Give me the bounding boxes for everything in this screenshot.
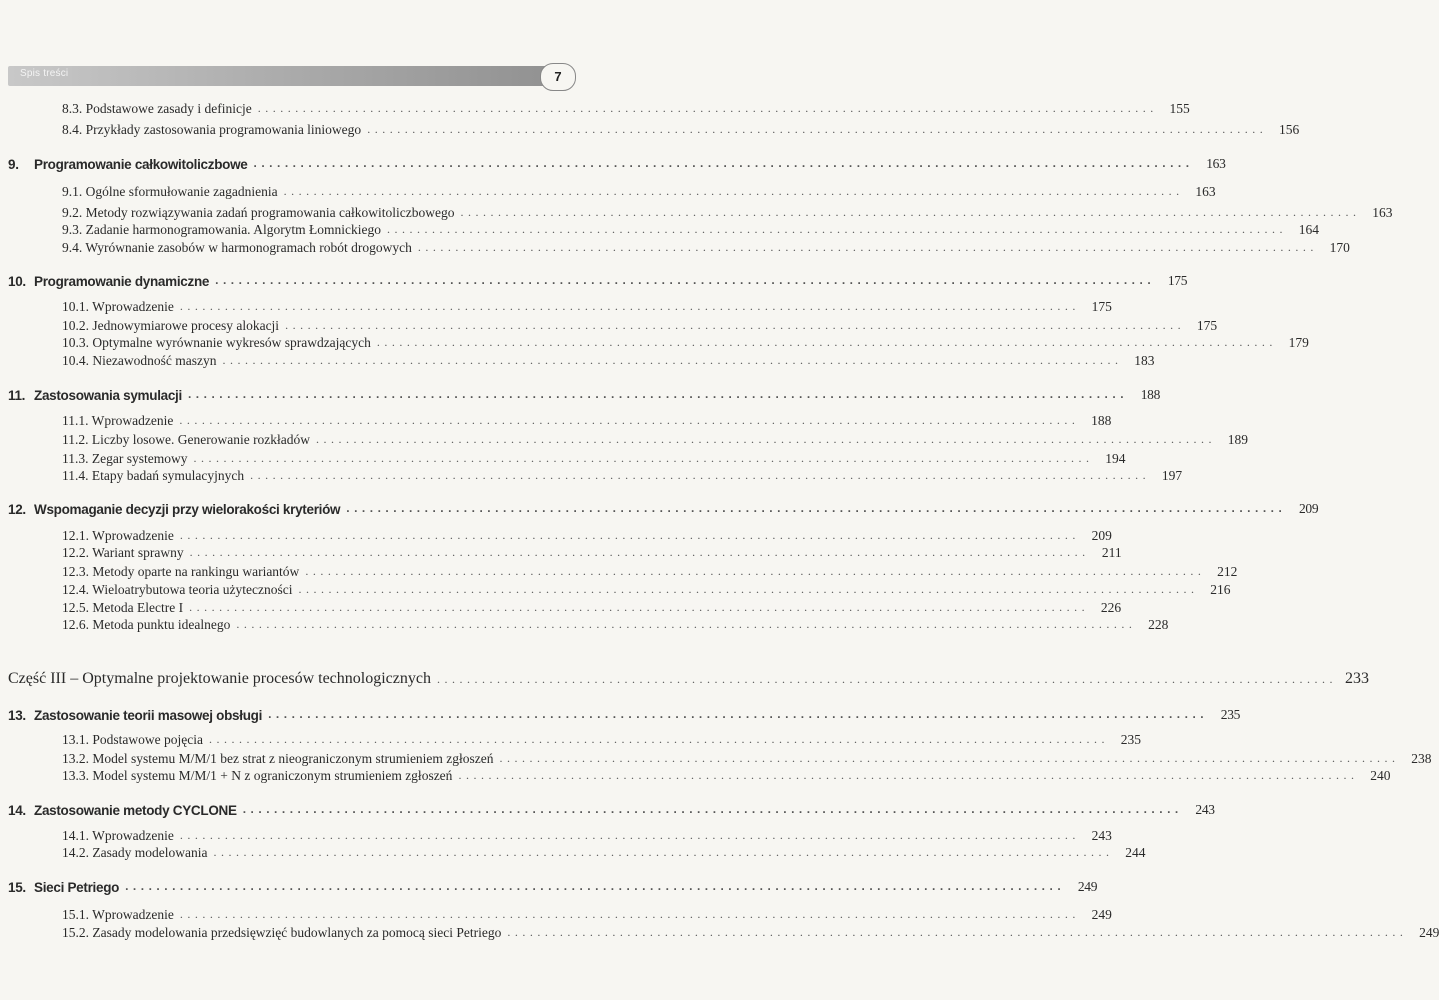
toc-entry-title: 11.3. Zegar systemowy — [62, 451, 188, 466]
toc-page-number: 183 — [1134, 353, 1155, 368]
toc-entry-title: 11.2. Liczby losowe. Generowanie rozkładów — [62, 432, 311, 447]
page-number-badge: 7 — [540, 63, 576, 91]
toc-entry-title: 10.3. Optymalne wyrównanie wykresów sprawdzających — [62, 335, 371, 350]
toc-section-row — [62, 826, 1112, 844]
toc-page-number: 244 — [1125, 845, 1146, 860]
toc-leader-dots: ........................................................................................................................ — [189, 545, 1090, 559]
toc-section-row — [62, 99, 1190, 117]
toc-page-number: 175 — [1196, 318, 1218, 333]
toc-section-row — [62, 580, 1231, 598]
toc-entry-title: 9.3. Zadanie harmonogramowania. Algorytm Łomnickiego — [62, 222, 382, 237]
toc-leader-dots: ........................................................................................................................ — [187, 387, 1129, 401]
toc-section-row — [62, 615, 1169, 633]
toc-entry-title: 9.1. Ogólne sformułowanie zagadnienia — [62, 184, 278, 199]
toc-entry-title: 12.6. Metoda punktu idealnego — [62, 617, 231, 632]
toc-page-number: 240 — [1370, 768, 1391, 783]
toc-entry-title: 12.5. Metoda Electre I — [62, 600, 184, 615]
toc-page-number: 212 — [1217, 564, 1238, 579]
toc-leader-dots: ........................................................................................................................ — [250, 468, 1151, 482]
toc-leader-dots: ........................................................................................................................ — [193, 451, 1094, 465]
header-bar — [8, 66, 568, 86]
toc-chapter-row — [8, 271, 1188, 289]
toc-page-number: 249 — [1077, 879, 1098, 894]
toc-section-row — [62, 766, 1391, 784]
toc-page-number: 188 — [1140, 387, 1161, 402]
toc-entry-title: 13.2. Model systemu M/M/1 bez strat z nieograniczonym strumieniem zgłoszeń — [62, 751, 494, 766]
toc-section-row — [62, 905, 1112, 923]
toc-section-row — [62, 430, 1249, 448]
toc-page-number: 170 — [1329, 240, 1350, 255]
toc-page-number: 228 — [1148, 617, 1169, 632]
toc-page-number: 216 — [1210, 582, 1231, 597]
toc-page-number: 163 — [1372, 205, 1393, 220]
toc-page-number: 155 — [1169, 101, 1190, 116]
toc-page-number: 188 — [1091, 413, 1112, 428]
toc-page-number: 189 — [1227, 432, 1249, 447]
toc-entry-number: 15. — [8, 880, 26, 895]
toc-entry-title: 10.2. Jednowymiarowe procesy alokacji — [62, 318, 280, 333]
toc-entry-title: 12.3. Metody oparte na rankingu wariantów — [62, 564, 300, 579]
toc-chapter-row — [8, 154, 1226, 172]
toc-entry-title: 14.1. Wprowadzenie — [62, 828, 174, 843]
toc-part-row — [8, 670, 1369, 688]
toc-leader-dots: ........................................................................................................................ — [179, 413, 1080, 427]
toc-section-row — [62, 411, 1112, 429]
toc-entry-title: Zastosowanie metody CYCLONE — [34, 803, 237, 818]
toc-section-row — [62, 182, 1216, 200]
toc-entry-title: Część III – Optymalne projektowanie procesów technologicznych — [8, 670, 431, 687]
toc-entry-title: 12.4. Wieloatrybutowa teoria użyteczności — [62, 582, 293, 597]
toc-entry-title: 12.2. Wariant sprawny — [62, 545, 184, 560]
toc-page-number: 156 — [1278, 122, 1300, 137]
toc-leader-dots: ........................................................................................................................ — [283, 184, 1184, 198]
toc-leader-dots: ........................................................................................................................ — [179, 299, 1080, 313]
toc-entry-title: 11.1. Wprowadzenie — [62, 413, 174, 428]
toc-page-number: 175 — [1167, 273, 1188, 288]
toc-section-row — [62, 749, 1432, 767]
toc-leader-dots: ........................................................................................................................ — [316, 432, 1217, 446]
toc-leader-dots: ........................................................................................................................ — [376, 335, 1277, 349]
toc-section-row — [62, 333, 1309, 351]
toc-entry-number: 12. — [8, 502, 26, 517]
toc-section-row — [62, 923, 1439, 941]
toc-section-row — [62, 316, 1218, 334]
toc-leader-dots: ........................................................................................................................ — [285, 318, 1186, 332]
toc-leader-dots: ........................................................................................................................ — [213, 845, 1114, 859]
toc-leader-dots: ........................................................................................................................ — [346, 501, 1287, 515]
toc-entry-title: 11.4. Etapy badań symulacyjnych — [62, 468, 245, 483]
toc-section-row — [62, 297, 1112, 315]
toc-leader-dots: ........................................................................................................................ — [298, 582, 1199, 596]
toc-entry-title: Programowanie całkowitoliczbowe — [34, 157, 248, 172]
toc-section-row — [62, 598, 1122, 616]
toc-leader-dots: ........................................................................................................................ — [179, 528, 1080, 542]
toc-leader-dots: ........................................................................................................................ — [179, 907, 1080, 921]
toc-entry-title: Zastosowania symulacji — [34, 388, 182, 403]
running-header-title: Spis treści — [20, 68, 69, 79]
toc-entry-number: 9. — [8, 157, 19, 172]
toc-page-number: 243 — [1195, 802, 1215, 817]
toc-leader-dots: ........................................................................................................................ — [387, 222, 1288, 236]
toc-chapter-row — [8, 385, 1161, 403]
toc-entry-title: 8.4. Przykłady zastosowania programowania liniowego — [62, 122, 362, 137]
toc-entry-number: 14. — [8, 803, 26, 818]
toc-leader-dots: ........................................................................................................................ — [253, 156, 1194, 170]
toc-leader-dots: ........................................................................................................................ — [436, 672, 1337, 686]
toc-page-number: 179 — [1288, 335, 1309, 350]
toc-entry-title: 13.1. Podstawowe pojęcia — [62, 732, 203, 747]
toc-leader-dots: ........................................................................................................................ — [236, 617, 1137, 631]
toc-leader-dots: ........................................................................................................................ — [215, 273, 1156, 287]
toc-leader-dots: ........................................................................................................................ — [257, 101, 1158, 115]
toc-page-number: 209 — [1091, 528, 1112, 543]
toc-leader-dots: ........................................................................................................................ — [367, 122, 1268, 136]
toc-page-number: 164 — [1298, 222, 1320, 237]
toc-section-row — [62, 562, 1238, 580]
toc-chapter-row — [8, 877, 1098, 895]
toc-section-row — [62, 526, 1112, 544]
toc-page-number: 235 — [1120, 732, 1141, 747]
toc-page-number: 163 — [1195, 184, 1216, 199]
toc-leader-dots: ........................................................................................................................ — [458, 768, 1359, 782]
toc-page-number: 243 — [1091, 828, 1112, 843]
toc-leader-dots: ........................................................................................................................ — [125, 879, 1066, 893]
toc-section-row — [62, 449, 1126, 467]
toc-leader-dots: ........................................................................................................................ — [208, 732, 1109, 746]
toc-leader-dots: ........................................................................................................................ — [222, 353, 1123, 367]
toc-section-row — [62, 543, 1122, 561]
toc-entry-number: 13. — [8, 708, 26, 723]
toc-page-number: 238 — [1411, 751, 1432, 766]
toc-leader-dots: ........................................................................................................................ — [305, 564, 1206, 578]
toc-entry-title: 10.4. Niezawodność maszyn — [62, 353, 217, 368]
toc-section-row — [62, 120, 1300, 138]
toc-entry-title: 14.2. Zasady modelowania — [62, 845, 208, 860]
toc-entry-title: Zastosowanie teorii masowej obsługi — [34, 708, 263, 723]
toc-entry-title: 9.4. Wyrównanie zasobów w harmonogramach robót drogowych — [62, 240, 412, 255]
toc-page-number: 249 — [1091, 907, 1112, 922]
toc-chapter-row — [8, 705, 1241, 723]
toc-leader-dots: ........................................................................................................................ — [189, 600, 1090, 614]
toc-section-row — [62, 238, 1350, 256]
toc-entry-title: 9.2. Metody rozwiązywania zadań programowania całkowitoliczbowego — [62, 205, 455, 220]
toc-leader-dots: ........................................................................................................................ — [242, 802, 1183, 816]
toc-section-row — [62, 466, 1183, 484]
toc-entry-title: Sieci Petriego — [34, 880, 120, 895]
toc-page-number: 163 — [1206, 156, 1226, 171]
toc-page-number: 226 — [1100, 600, 1122, 615]
toc-leader-dots: ........................................................................................................................ — [179, 828, 1080, 842]
toc-section-row — [62, 203, 1393, 221]
toc-entry-title: 15.1. Wprowadzenie — [62, 907, 174, 922]
toc-section-row — [62, 351, 1155, 369]
toc-page-number: 209 — [1298, 501, 1319, 516]
toc-page-number: 175 — [1091, 299, 1112, 314]
toc-entry-title: 10.1. Wprowadzenie — [62, 299, 174, 314]
toc-leader-dots: ........................................................................................................................ — [268, 707, 1209, 721]
toc-page-number: 235 — [1220, 707, 1241, 722]
toc-entry-title: Programowanie dynamiczne — [34, 274, 210, 289]
toc-section-row — [62, 730, 1141, 748]
toc-section-row — [62, 220, 1320, 238]
toc-entry-title: 12.1. Wprowadzenie — [62, 528, 174, 543]
toc-entry-title: 15.2. Zasady modelowania przedsięwzięć budowlanych za pomocą sieci Petriego — [62, 925, 502, 940]
toc-chapter-row — [8, 499, 1319, 517]
toc-entry-number: 11. — [8, 388, 26, 403]
toc-entry-title: Wspomaganie decyzji przy wielorakości kryteriów — [34, 502, 341, 517]
toc-page-number: 194 — [1105, 451, 1126, 466]
toc-leader-dots: ........................................................................................................................ — [507, 925, 1408, 939]
toc-entry-title: 8.3. Podstawowe zasady i definicje — [62, 101, 252, 116]
toc-leader-dots: ........................................................................................................................ — [417, 240, 1318, 254]
toc-leader-dots: ........................................................................................................................ — [499, 751, 1400, 765]
toc-section-row — [62, 843, 1146, 861]
toc-page-number: 211 — [1101, 545, 1122, 560]
toc-chapter-row — [8, 800, 1215, 818]
toc-page-number: 197 — [1161, 468, 1183, 483]
toc-page-number: 233 — [1344, 670, 1369, 687]
toc-leader-dots: ........................................................................................................................ — [460, 205, 1361, 219]
toc-entry-number: 10. — [8, 274, 26, 289]
toc-page-number: 249 — [1419, 925, 1439, 940]
toc-entry-title: 13.3. Model systemu M/M/1 + N z ograniczonym strumieniem zgłoszeń — [62, 768, 453, 783]
